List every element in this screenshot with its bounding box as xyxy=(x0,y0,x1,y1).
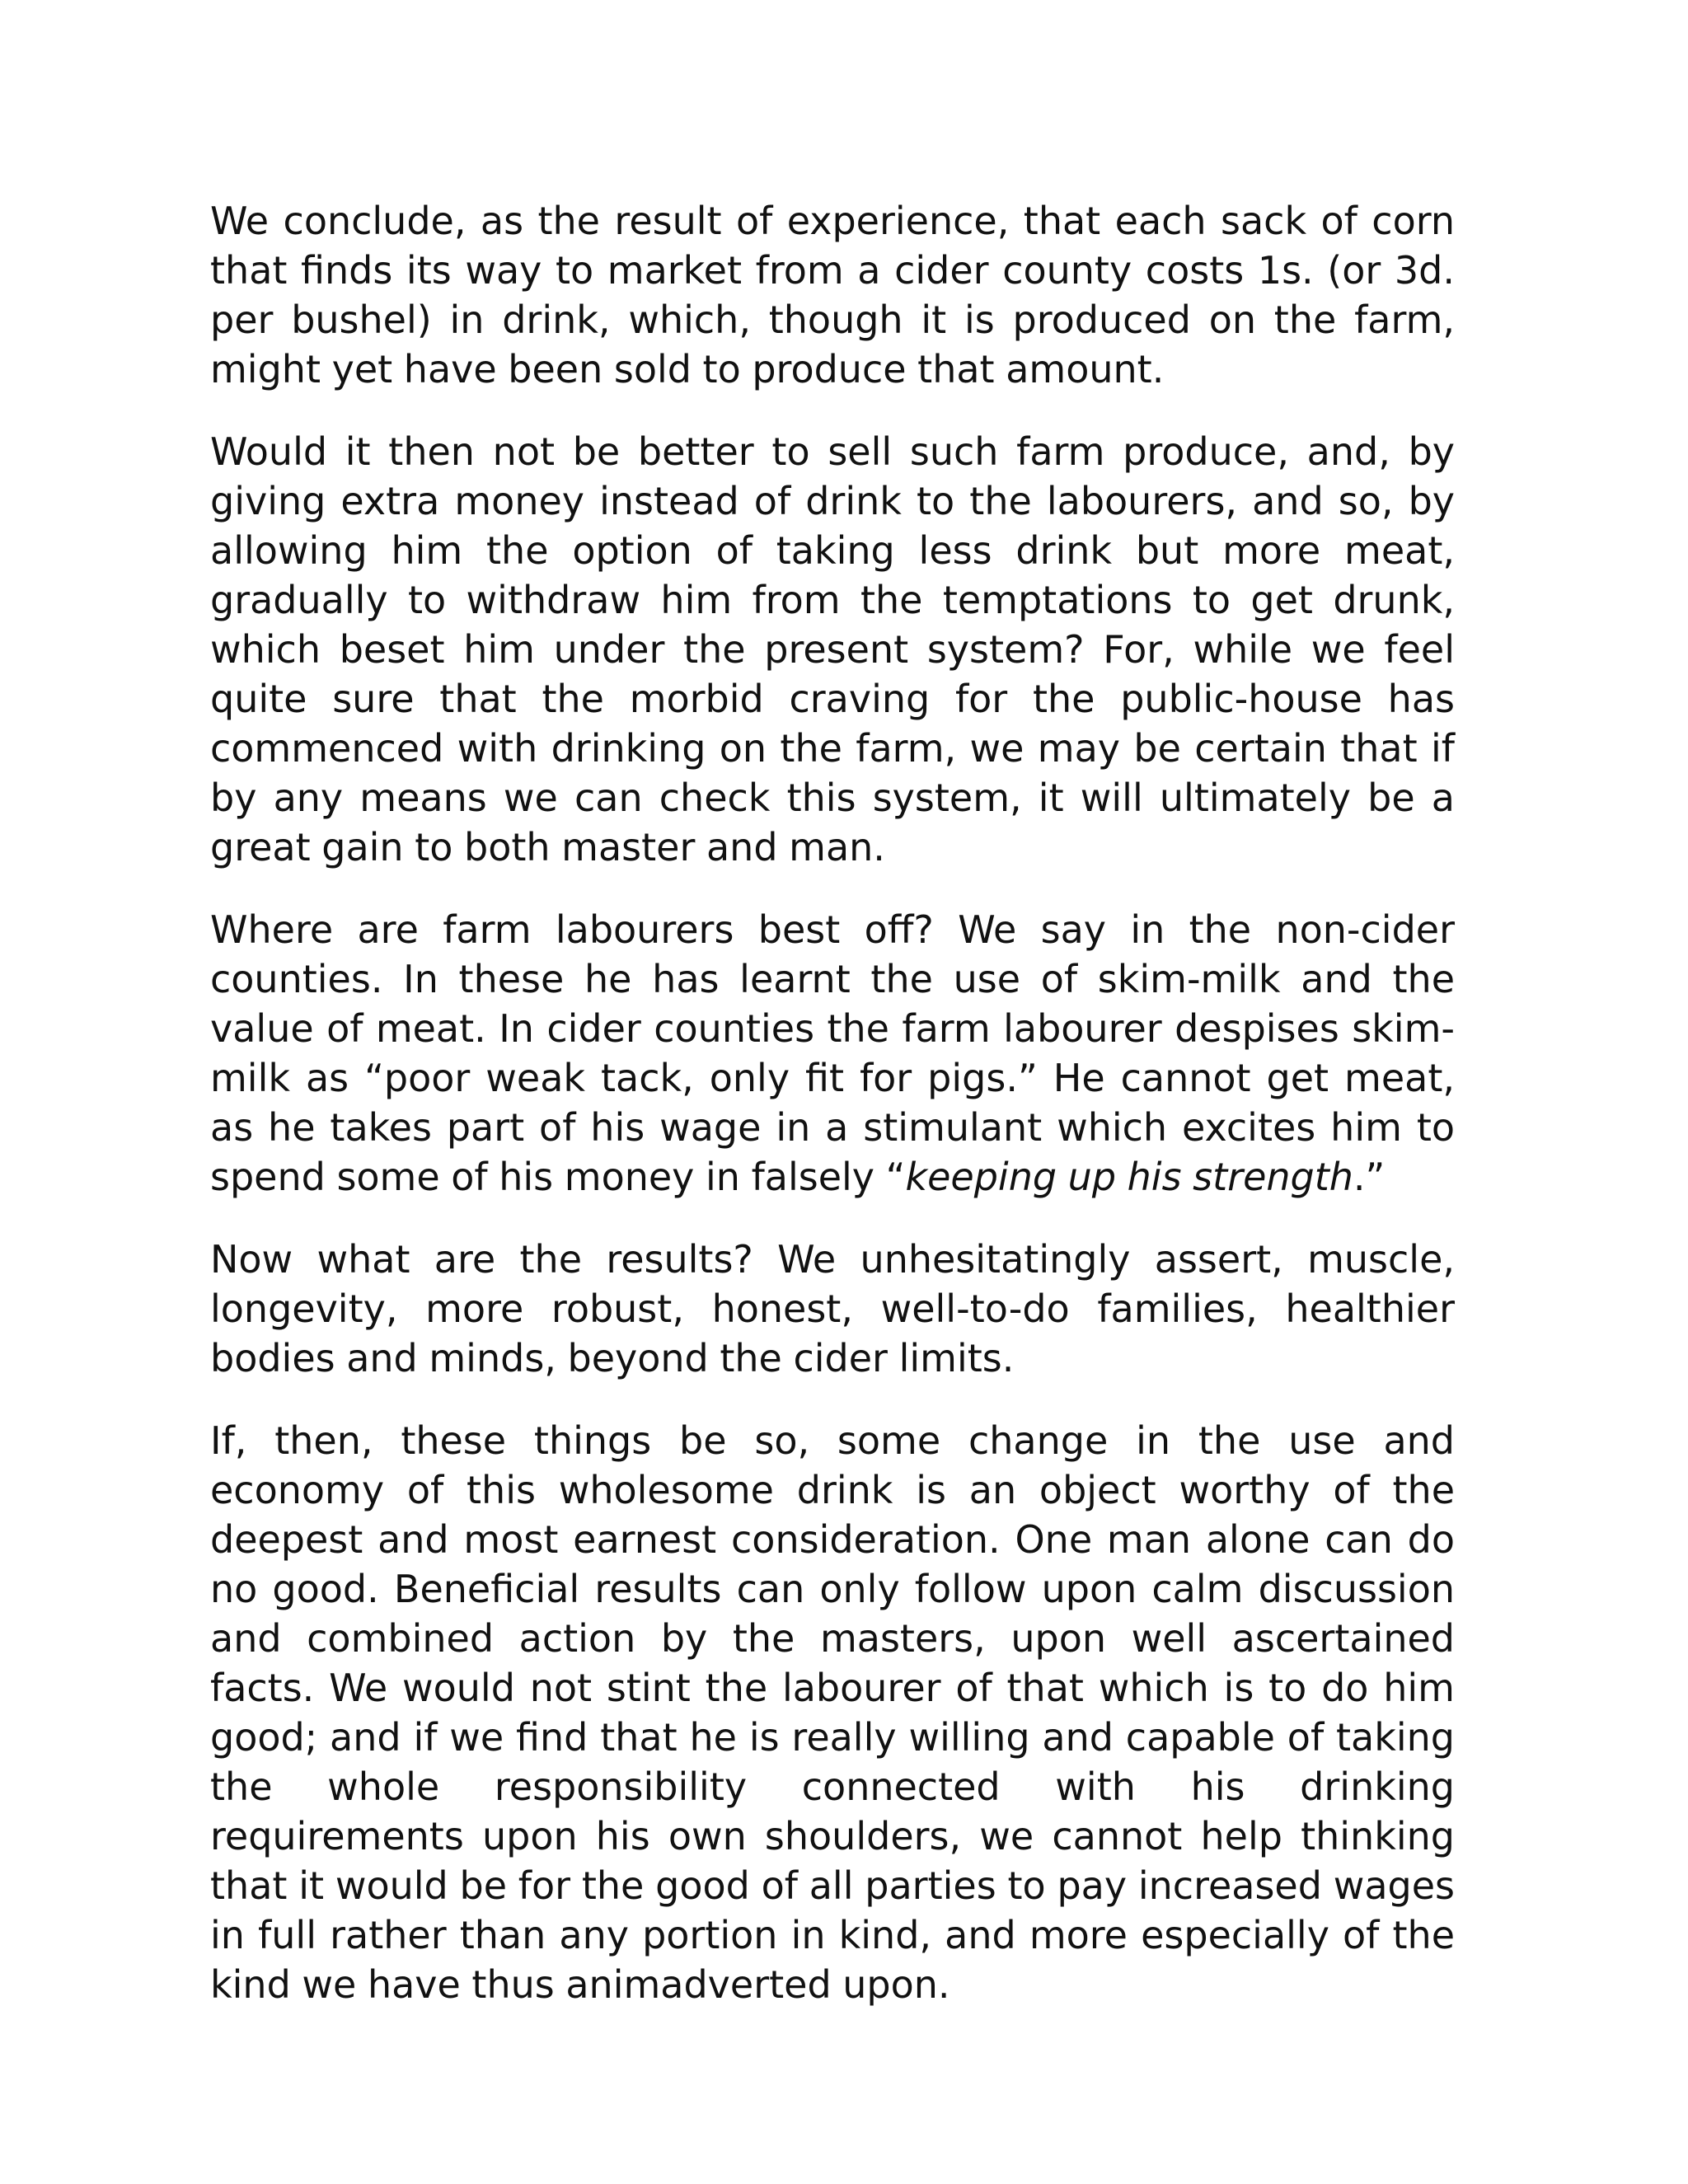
paragraph-3-italic-phrase: keeping up his strength xyxy=(905,1155,1353,1199)
paragraph-1: We conclude, as the result of experience, that each sack of corn that finds its way to market from a cider county costs 1s. (or 3d. per bushel) in drink, which, though it is produced on the farm, might yet have been sold to produce that amount. xyxy=(210,199,1455,391)
paragraph-3 xyxy=(210,905,1455,1202)
document-page xyxy=(210,196,1455,2009)
paragraph-2: Would it then not be better to sell such farm produce, and, by giving extra money instead of drink to the labourers, and so, by allowing him the option of taking less drink but more meat, gradually to withdraw him from the temptations to get drunk, which beset him under the present system? For, while we feel quite sure that the morbid craving for the public-house has commenced with drinking on the farm, we may be certain that if by any means we can check this system, it will ultimately be a great gain to both master and man. xyxy=(210,429,1455,869)
paragraph-3-text-before: Where are farm labourers best off? We say in the non-cider counties. In these he has learnt the use of skim-milk and the value of meat. In cider counties the farm labourer despises skim-milk as “poor weak tack, only fit for pigs.” He cannot get meat, as he takes part of his wage in a stimulant which excites him to spend some of his money in falsely “ xyxy=(210,907,1455,1199)
paragraph-4: Now what are the results? We unhesitatingly assert, muscle, longevity, more robust, honest, well-to-do families, healthier bodies and minds, beyond the cider limits. xyxy=(210,1237,1455,1380)
paragraph-3-text-after: .” xyxy=(1353,1155,1386,1199)
paragraph-5: If, then, these things be so, some change in the use and economy of this wholesome drink is an object worthy of the deepest and most earnest consideration. One man alone can do no good. Beneficial results can only follow upon calm discussion and combined action by the masters, upon well ascertained facts. We would not stint the labourer of that which is to do him good; and if we find that he is really willing and capable of taking the whole responsibility connected with his drinking requirements upon his own shoulders, we cannot help thinking that it would be for the good of all parties to pay increased wages in full rather than any portion in kind, and more especially of the kind we have thus animadverted upon. xyxy=(210,1418,1455,2007)
